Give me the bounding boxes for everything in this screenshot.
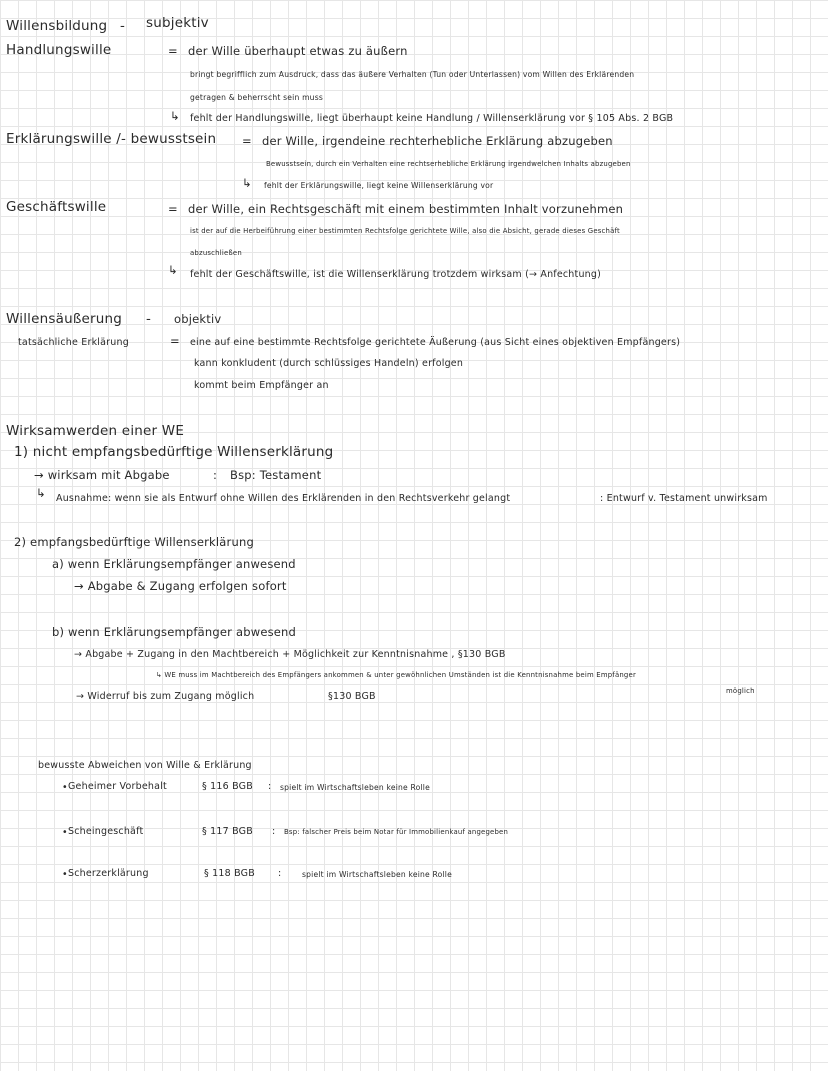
point-2a-title: a) wenn Erklärungsempfänger anwesend <box>52 557 296 571</box>
handlungswille-explanation-cont: getragen & beherrscht sein muss <box>190 93 324 102</box>
handlungswille-definition: der Wille überhaupt etwas zu äußern <box>188 44 408 58</box>
term-geheimer-vorbehalt: Geheimer Vorbehalt <box>68 781 167 792</box>
note-117: Bsp: falscher Preis beim Notar für Immobilienkauf angegeben <box>284 828 509 836</box>
heading-dash: - <box>120 18 126 34</box>
consequence-arrow: ↳ <box>168 263 178 277</box>
heading-willensbildung: Willensbildung <box>6 18 108 34</box>
term-handlungswille: Handlungswille <box>6 42 112 58</box>
point-1-exception-example: : Entwurf v. Testament unwirksam <box>600 493 768 504</box>
colon: : <box>268 781 272 792</box>
colon: : <box>272 826 276 837</box>
point-1-exception: Ausnahme: wenn sie als Entwurf ohne Willen des Erklärenden in den Rechtsverkehr gelangt <box>56 493 511 504</box>
equals-sign: = <box>242 134 252 148</box>
qualifier-objektiv: objektiv <box>174 312 222 326</box>
colon: : <box>213 468 218 482</box>
colon: : <box>278 868 282 879</box>
exception-arrow: ↳ <box>36 486 46 500</box>
geschaeftswille-definition: der Wille, ein Rechtsgeschäft mit einem bestimmten Inhalt vorzunehmen <box>188 202 624 216</box>
point-2b-line3: → Widerruf bis zum Zugang möglich <box>76 691 255 702</box>
term-erklaerungswille: Erklärungswille /- bewusstsein <box>6 131 217 147</box>
bullet: • <box>62 827 68 838</box>
willensaeusserung-definition: eine auf eine bestimmte Rechtsfolge gerichtete Äußerung (aus Sicht eines objektiven Empfängers) <box>190 337 681 348</box>
qualifier-subjektiv: subjektiv <box>146 15 209 31</box>
willensaeusserung-empfang: kommt beim Empfänger an <box>194 380 329 391</box>
equals-sign: = <box>168 44 178 58</box>
erklaerungswille-consequence: fehlt der Erklärungswille, liegt keine Willenserklärung vor <box>264 181 494 190</box>
consequence-arrow: ↳ <box>242 176 252 190</box>
willensaeusserung-konkludent: kann konkludent (durch schlüssiges Handeln) erfolgen <box>194 358 464 369</box>
point-2-title: 2) empfangsbedürftige Willenserklärung <box>14 535 254 549</box>
point-2b-line2-cont: möglich <box>726 687 755 695</box>
handlungswille-explanation: bringt begrifflich zum Ausdruck, dass das äußere Verhalten (Tun oder Unterlassen) vom Willen des Erklärenden <box>190 70 635 79</box>
term-geschaeftswille: Geschäftswille <box>6 199 107 215</box>
heading-wirksamwerden: Wirksamwerden einer WE <box>6 423 185 439</box>
note-116: spielt im Wirtschaftsleben keine Rolle <box>280 783 430 792</box>
erklaerungswille-explanation: Bewusstsein, durch ein Verhalten eine rechtserhebliche Erklärung irgendwelchen Inhalts abzugeben <box>266 160 631 168</box>
term-tatsaechliche-erklaerung: tatsächliche Erklärung <box>18 337 129 348</box>
point-1-wirksam: → wirksam mit Abgabe <box>34 468 170 482</box>
term-scherzerklaerung: Scherzerklärung <box>68 868 149 879</box>
heading-willensaeusserung: Willensäußerung <box>6 311 123 327</box>
handlungswille-consequence: fehlt der Handlungswille, liegt überhaupt keine Handlung / Willenserklärung vor § 105 Abs. 2 BGB <box>190 113 674 124</box>
equals-sign: = <box>168 202 178 216</box>
point-1-title: 1) nicht empfangsbedürftige Willenserklärung <box>14 444 334 460</box>
note-118: spielt im Wirtschaftsleben keine Rolle <box>302 870 452 879</box>
geschaeftswille-consequence: fehlt der Geschäftswille, ist die Willenserklärung trotzdem wirksam (→ Anfechtung) <box>190 269 602 280</box>
point-2a-line: → Abgabe & Zugang erfolgen sofort <box>74 579 287 593</box>
equals-sign: = <box>170 334 180 348</box>
heading-dash: - <box>146 311 152 327</box>
heading-bewusste-abweichen: bewusste Abweichen von Wille & Erklärung <box>38 760 252 771</box>
point-2b-title: b) wenn Erklärungsempfänger abwesend <box>52 625 297 639</box>
point-1-example: Bsp: Testament <box>230 468 322 482</box>
paragraph-117: § 117 BGB <box>202 826 253 837</box>
paragraph-118: § 118 BGB <box>204 868 255 879</box>
bullet: • <box>62 869 68 880</box>
erklaerungswille-definition: der Wille, irgendeine rechterhebliche Erklärung abzugeben <box>262 134 613 148</box>
bullet: • <box>62 782 68 793</box>
geschaeftswille-explanation-cont: abzuschließen <box>190 249 242 257</box>
point-2b-paragraph: §130 BGB <box>328 691 376 702</box>
consequence-arrow: ↳ <box>170 109 180 123</box>
paragraph-116: § 116 BGB <box>202 781 253 792</box>
point-2b-line1: → Abgabe + Zugang in den Machtbereich + Möglichkeit zur Kenntnisnahme , §130 BGB <box>74 649 506 660</box>
geschaeftswille-explanation: ist der auf die Herbeiführung einer bestimmten Rechtsfolge gerichtete Wille, also die Absicht, gerade dieses Geschäft <box>190 227 620 235</box>
term-scheingeschaeft: Scheingeschäft <box>68 826 144 837</box>
point-2b-line2: ↳ WE muss im Machtbereich des Empfängers ankommen & unter gewöhnlichen Umständen ist die Kenntnisnahme beim Empfänger <box>156 671 636 679</box>
